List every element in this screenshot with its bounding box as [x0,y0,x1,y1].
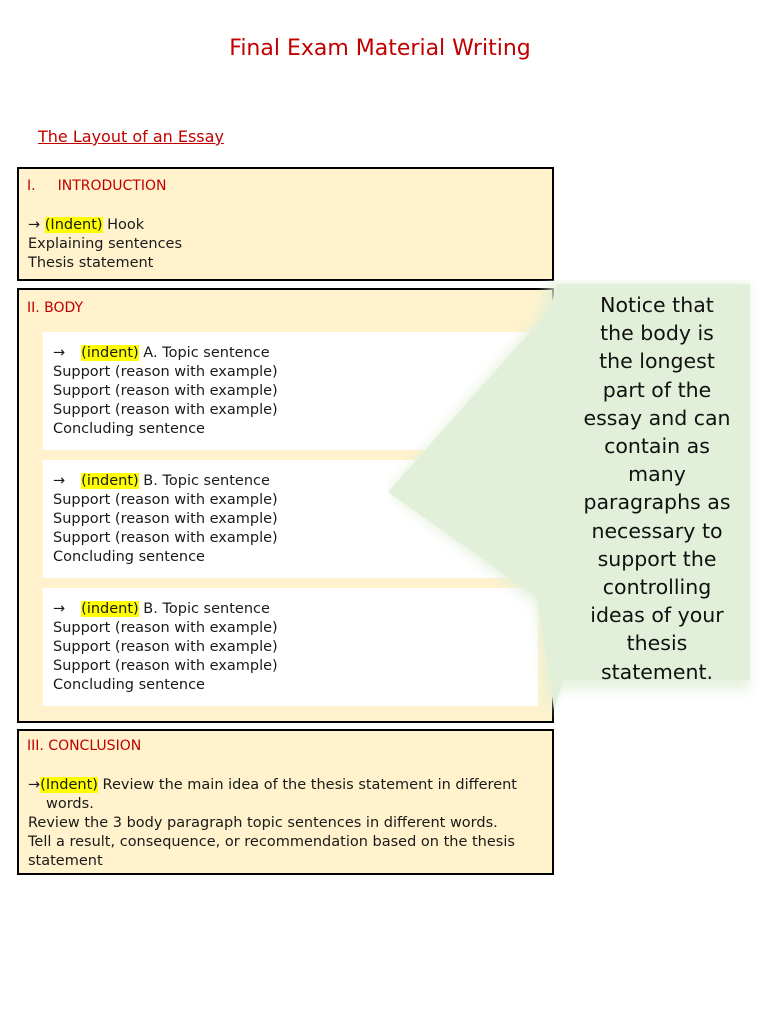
callout-text [566,291,748,686]
callout-line: Notice that [600,293,714,317]
introduction-heading [27,178,166,194]
indent-highlight: (indent) [81,345,139,361]
callout-line: ideas of your [590,603,724,628]
intro-hook-text: Hook [102,217,145,233]
support-line-1: Support (reason with example) [53,364,278,380]
topic-sentence-line [53,344,278,363]
conclusion-line-3: Tell a result, consequence, or recommendation based on the thesis [28,834,515,850]
indent-highlight: (indent) [81,473,139,489]
arrow-icon: → [53,473,66,489]
conclusion-line-1-cont: words. [46,796,94,812]
callout-line: the body is [600,321,714,346]
support-line-2: Support (reason with example) [53,511,278,527]
arrow-icon: → [28,217,41,233]
callout-line: statement. [600,659,714,684]
intro-line-explaining: Explaining sentences [28,236,183,252]
support-line-3: Support (reason with example) [53,530,278,546]
callout-line: many [628,462,686,487]
arrow-icon: → [28,777,41,793]
callout-line: the longest [599,349,715,374]
indent-highlight: (indent) [81,601,139,617]
callout-line: controlling [602,575,712,600]
paragraph-lines [53,472,278,567]
topic-sentence-text: A. Topic sentence [138,345,270,361]
body-heading: II. BODY [27,300,84,316]
indent-highlight: (Indent) [44,217,103,233]
paragraph-lines [53,600,278,695]
support-line-2: Support (reason with example) [53,639,278,655]
intro-line-thesis: Thesis statement [28,255,154,271]
conclusion-line-3-cont: statement [28,853,103,869]
support-line-3: Support (reason with example) [53,658,278,674]
support-line-2: Support (reason with example) [53,383,278,399]
concluding-sentence-line: Concluding sentence [53,421,205,437]
concluding-sentence-line: Concluding sentence [53,677,205,693]
topic-sentence-line [53,472,278,491]
conclusion-line-1 [28,776,548,795]
introduction-box [17,167,554,281]
conclusion-line-1-text: Review the main idea of the thesis statement in different [97,777,517,793]
section-subtitle: The Layout of an Essay [38,127,224,146]
callout-line: thesis [626,631,688,656]
conclusion-lines [28,776,548,871]
callout-line: paragraphs as [583,490,731,515]
topic-sentence-line [53,600,278,619]
introduction-lines [28,216,182,273]
introduction-numeral: I. [27,178,36,194]
conclusion-line-2: Review the 3 body paragraph topic sentences in different words. [28,815,498,831]
topic-sentence-text: B. Topic sentence [138,473,270,489]
support-line-1: Support (reason with example) [53,492,278,508]
callout-line: support the [597,546,717,571]
callout-line: necessary to [591,518,723,543]
paragraph-lines [53,344,278,439]
support-line-3: Support (reason with example) [53,402,278,418]
concluding-sentence-line: Concluding sentence [53,549,205,565]
conclusion-heading: III. CONCLUSION [27,738,142,754]
callout-line: part of the [602,377,712,402]
introduction-title: INTRODUCTION [57,178,167,194]
topic-sentence-text: B. Topic sentence [138,601,270,617]
callout-line: contain as [604,434,710,459]
arrow-icon: → [53,601,66,617]
indent-highlight: (Indent) [40,777,98,793]
callout-line: essay and can [583,405,731,430]
page-title: Final Exam Material Writing [229,36,531,61]
support-line-1: Support (reason with example) [53,620,278,636]
intro-hook-line [28,216,182,235]
conclusion-box [17,729,554,875]
arrow-icon: → [53,345,66,361]
